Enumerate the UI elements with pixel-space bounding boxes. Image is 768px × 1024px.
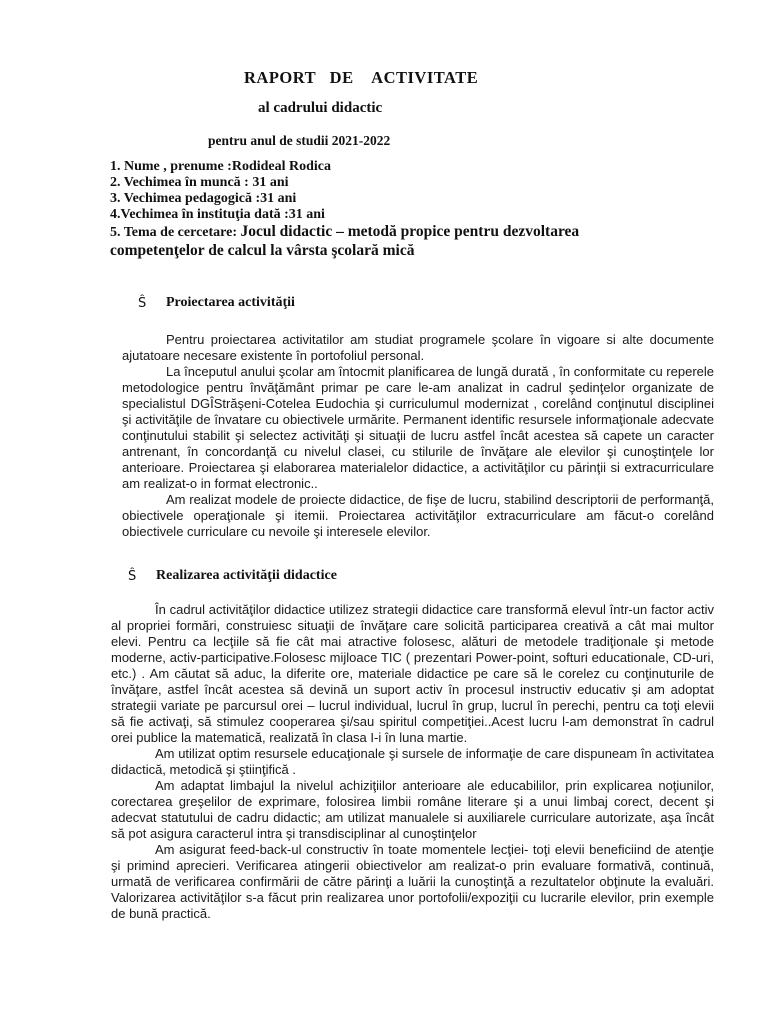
execution-paragraph-3: Am adaptat limbajul la nivelul achiziţiilor anterioare ale educabililor, prin explicarea noţiunilor, corectarea greşelilor de exprimare, folosirea limbii române literare şi a unui limbaj corect, decent şi adecvat statutului de cadru didactic; am utilizat manualele si auxiliarele curriculare autorizate, aşa încât să pot asigura caracterul intra şi transdisciplinar al cunoştinţelor — [111, 778, 714, 841]
planning-body — [122, 332, 714, 540]
execution-paragraph-1: În cadrul activităţilor didactice utilizez strategii didactice care transformă elevul într-un factor activ al propriei formări, construiesc situaţii de învăţare care solicită participarea creativă a cât mai multor elevi. Pentru ca lecţiile să fie cât mai atractive folosesc, alături de metodele tradiţionale şi metode moderne, activ-participative.Folosesc mijloace TIC ( prezentari Power-point, softuri educationale, CD-uri, etc.) . Am căutat să aduc, la diferite ore, materiale didactice pe care să le corelez cu conţinuturile de învăţare, astfel încât acestea să devină un suport activ în procesul instructiv educativ şi am adoptat strategii variate pe parcursul orei – lucrul individual, lucrul în grup, lucrul în perechi, pentru ca toţi elevii să fie activaţi, să stimulez cooperarea şi/sau spiritul competiţiei..Acest lucru l-am demonstrat în cadrul orei publice la matematică, realizată în clasa I-i în luna martie. — [111, 602, 714, 745]
execution-body — [111, 602, 714, 922]
section-heading-planning-text: Proiectarea activităţii — [166, 295, 295, 310]
school-year-line: pentru anul de studii 2021-2022 — [208, 133, 391, 148]
info-name: 1. Nume , prenume :Rodideal Rodica — [110, 159, 332, 174]
report-subtitle: al cadrului didactic — [258, 100, 383, 116]
info-research — [110, 224, 710, 241]
info-institution-seniority: 4.Vechimea în instituţia dată :31 ani — [110, 207, 325, 222]
report-title: RAPORT DE ACTIVITATE — [244, 68, 479, 87]
planning-paragraph-1: Pentru proiectarea activitatilor am studiat programele şcolare în vigoare si alte documente ajutatoare necesare existente în portofoliul personal. — [122, 332, 714, 363]
info-work-seniority: 2. Vechimea în muncă : 31 ani — [110, 175, 289, 190]
info-block — [110, 159, 710, 259]
section-heading-planning — [138, 295, 295, 311]
research-label: 5. Tema de cercetare: — [110, 225, 237, 240]
planning-paragraph-3: Am realizat modele de proiecte didactice, de fişe de lucru, stabilind descriptorii de performanţă, obiectivele operaţionale şi itemii. Proiectarea activităţilor extracurriculare am făcut-o corelând obiectivele curriculare cu nevoile şi interesele elevilor. — [122, 492, 714, 539]
info-pedagogical-seniority: 3. Vechimea pedagogică :31 ani — [110, 191, 297, 206]
execution-paragraph-2: Am utilizat optim resursele educaţionale şi sursele de informaţie de care dispuneam în activitatea didactică, metodică şi ştiinţifică . — [111, 746, 714, 777]
section-bullet-icon: Ŝ — [138, 295, 147, 311]
section-heading-execution — [128, 568, 337, 584]
research-topic-line-2: competenţelor de calcul la vârsta şcolară mică — [110, 242, 415, 259]
execution-paragraph-4: Am asigurat feed-back-ul constructiv în toate momentele lecţiei- toţi elevii beneficiind de atenţie şi primind aprecieri. Verificarea atingerii obiectivelor am realizat-o prin evaluare formativă, continuă, urmată de verificarea confirmării de către părinţi a luării la cunoştinţă a rezultatelor obţinute la evaluări. Valorizarea activităţilor s-a făcut prin realizarea unor portofolii/expoziţii cu lucrarile elevilor, prin exemple de bună practică. — [111, 842, 714, 921]
planning-paragraph-2: La începutul anului şcolar am întocmit planificarea de lungă durată , în conformitate cu reperele metodologice pentru învăţământ primar pe care le-am analizat in cadrul şedinţelor organizate de specialistul DGÎStrăşeni-Cotelea Eudochia şi curriculumul modernizat , corelând conţinutul disciplinei şi activităţile de învatare cu obiectivele urmărite. Permanent identific resursele informaţionale adecvate conţinutului stabilit şi selectez activităţi şi situaţii de lucru astfel încât acestea să capete un caracter antrenant, în concordanţă cu nivelul clasei, cu stilurile de învăţare ale elevilor şi cunoştinţele lor anterioare. Proiectarea şi elaborarea materialelor didactice, a activităţilor cu părinţii si extracurriculare am realizat-o in format electronic.. — [122, 364, 714, 491]
section-bullet-icon: Ŝ — [128, 568, 137, 584]
research-topic-line-1: Jocul didactic – metodă propice pentru dezvoltarea — [240, 223, 580, 240]
section-heading-execution-text: Realizarea activităţii didactice — [156, 568, 337, 583]
